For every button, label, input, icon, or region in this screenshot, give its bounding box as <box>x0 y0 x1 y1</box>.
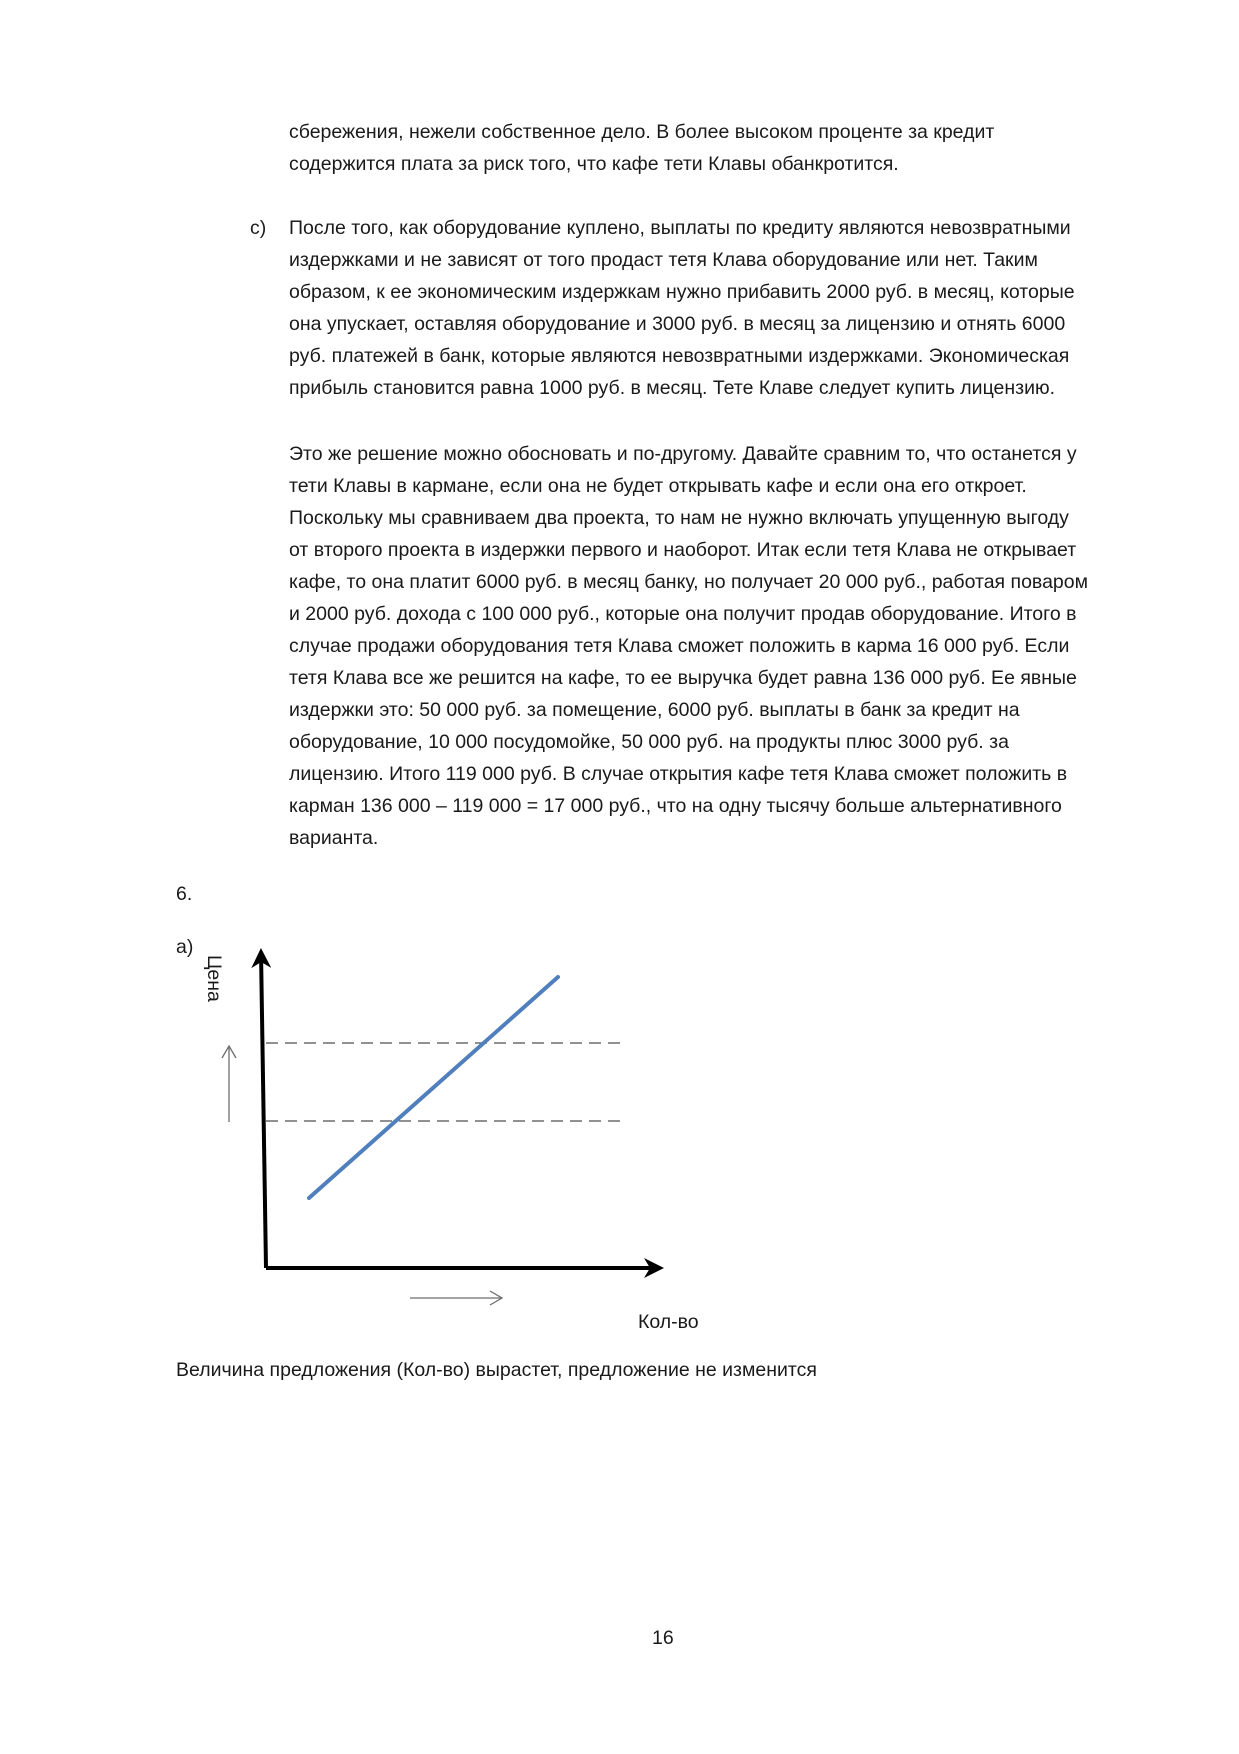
alt-line: оборудование, 10 000 посудомойке, 50 000 руб. на продукты плюс 3000 руб. за <box>289 731 1009 753</box>
alt-line: Это же решение можно обосновать и по-другому. Давайте сравним то, что останется у <box>289 443 1077 465</box>
section-number: 6. <box>176 883 193 905</box>
intro-line: сбережения, нежели собственное дело. В более высоком проценте за кредит <box>289 121 995 143</box>
alt-line: кафе, то она платит 6000 руб. в месяц банку, но получает 20 000 руб., работая поваром <box>289 571 1089 593</box>
alt-line: лицензию. Итого 119 000 руб. В случае открытия кафе тетя Клава сможет положить в <box>289 763 1068 785</box>
x-axis-label: Кол-во <box>638 1311 699 1333</box>
alt-line: тетя Клава все же решится на кафе, то ее выручка будет равна 136 000 руб. Ее явные <box>289 667 1077 689</box>
item-c-line: прибыль становится равна 1000 руб. в месяц. Тете Клаве следует купить лицензию. <box>289 377 1056 399</box>
alt-line: случае продажи оборудования тетя Клава сможет положить в карма 16 000 руб. Если <box>289 635 1070 657</box>
intro-line: содержится плата за риск того, что кафе тети Клавы обанкротится. <box>289 153 899 175</box>
alt-line: карман 136 000 – 119 000 = 17 000 руб., что на одну тысячу больше альтернативного <box>289 795 1062 817</box>
item-c-line: она упускает, оставляя оборудование и 3000 руб. в месяц за лицензию и отнять 6000 <box>289 313 1066 335</box>
item-c-line: издержками и не зависят от того продаст тетя Клава оборудование или нет. Таким <box>289 249 1038 271</box>
item-c-marker: c) <box>250 217 267 239</box>
page-number: 16 <box>652 1627 674 1649</box>
alt-line: Поскольку мы сравниваем два проекта, то нам не нужно включать упущенную выгоду <box>289 507 1069 529</box>
conclusion-text: Величина предложения (Кол-во) вырастет, предложение не изменится <box>176 1359 817 1381</box>
item-c-line: руб. платежей в банк, которые являются невозвратными издержками. Экономическая <box>289 345 1070 367</box>
subitem-a-marker: а) <box>176 936 194 958</box>
alt-line: варианта. <box>289 827 379 849</box>
supply-line <box>309 977 558 1198</box>
alt-line: издержки это: 50 000 руб. за помещение, 6000 руб. выплаты в банк за кредит на <box>289 699 1020 721</box>
alt-line: от второго проекта в издержки первого и наоборот. Итак если тетя Клава не открывает <box>289 539 1077 561</box>
alt-line: и 2000 руб. дохода с 100 000 руб., которые она получит продав оборудование. Итого в <box>289 603 1077 625</box>
item-c-line: образом, к ее экономическим издержкам нужно прибавить 2000 руб. в месяц, которые <box>289 281 1075 303</box>
item-c-line: После того, как оборудование куплено, выплаты по кредиту являются невозвратными <box>289 217 1071 239</box>
price-increase-arrow <box>222 1046 236 1122</box>
quantity-increase-arrow <box>410 1291 502 1305</box>
y-axis <box>261 952 266 1268</box>
y-axis-label: Цена <box>203 955 225 1002</box>
alt-line: тети Клавы в кармане, если она не будет открывать кафе и если она его откроет. <box>289 475 1027 497</box>
